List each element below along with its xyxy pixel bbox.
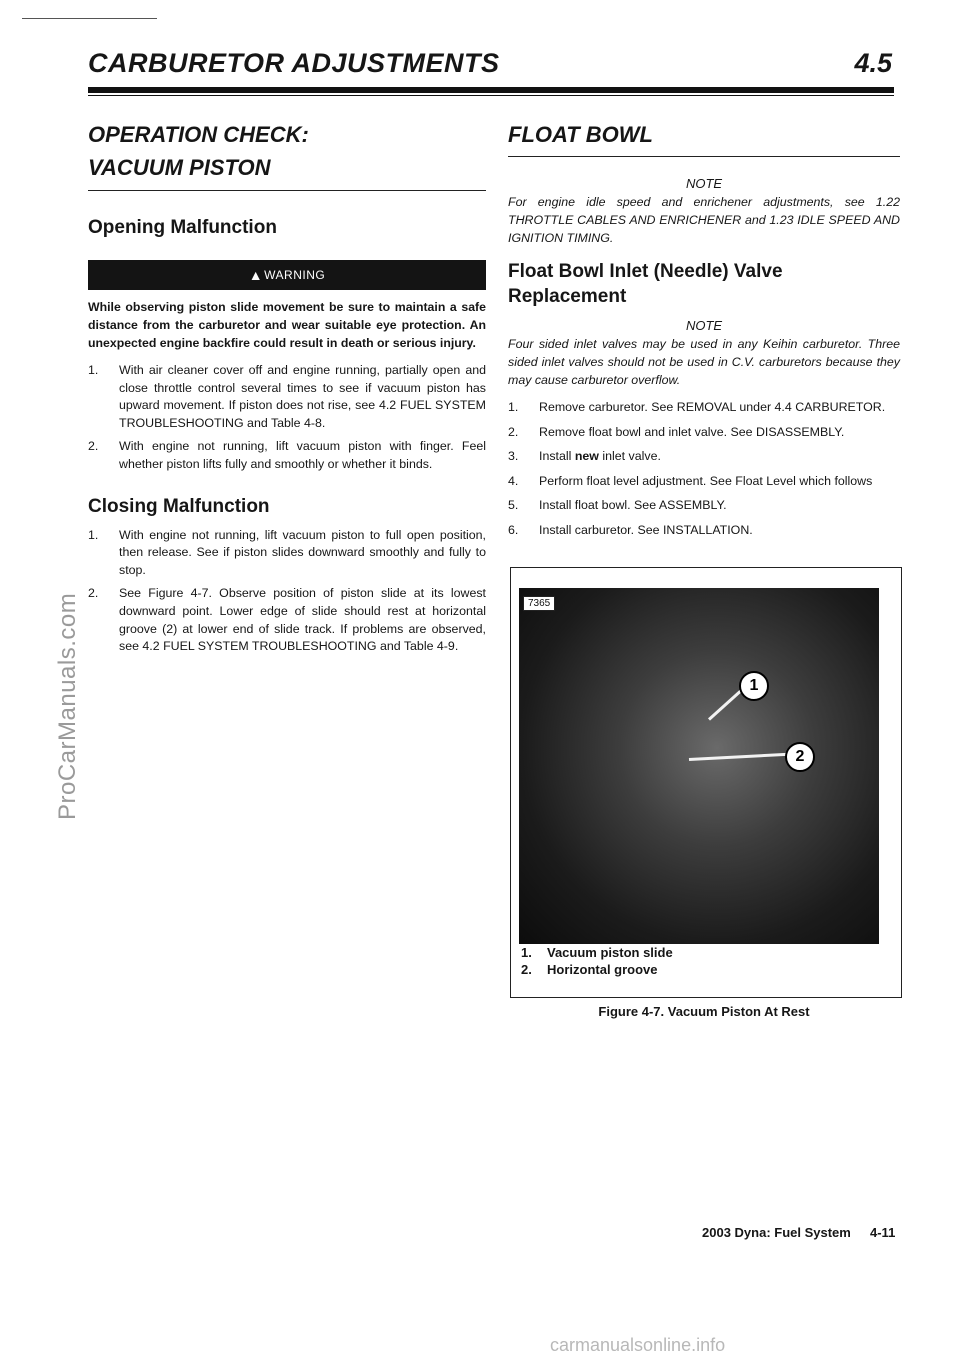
- warning-text: While observing piston slide movement be sure to maintain a safe distance from the carburetor and wear suitable eye protection. An unexpected engine backfire could result in death or serious injury.: [88, 300, 486, 350]
- figure-caption: Figure 4-7. Vacuum Piston At Rest: [598, 1004, 810, 1019]
- carburetor-photo: [519, 588, 879, 944]
- top-rule: [22, 18, 157, 19]
- right-column: [508, 118, 900, 540]
- closing-malfunction-heading: Closing Malfunction: [88, 495, 270, 517]
- left-column: [88, 118, 486, 656]
- section-title-float-bowl: FLOAT BOWL: [508, 122, 653, 147]
- section-title-line-1: OPERATION CHECK:: [88, 122, 309, 147]
- section-title-line-2: VACUUM PISTON: [88, 155, 271, 180]
- list-item: 4. Perform float level adjustment. See Float Level which follows: [508, 473, 873, 488]
- callout-2-leader: [689, 753, 789, 761]
- inlet-valve-heading: Float Bowl Inlet (Needle) Valve Replacement: [508, 261, 783, 307]
- section-rule: [88, 190, 486, 191]
- section-title-operation-check: [88, 118, 486, 184]
- list-item: 1. With engine not running, lift vacuum piston to full open position, then release. See if piston slides downward smoothly and fully to stop.: [88, 527, 486, 577]
- warning-banner: [88, 260, 486, 290]
- callout-2: 2: [785, 742, 815, 772]
- opening-malfunction-heading: Opening Malfunction: [88, 217, 277, 238]
- list-item: 2. See Figure 4-7. Observe position of piston slide at its lowest downward point. Lower edge of slide should rest at horizontal groove (2) at lower end of slide track. If problems are observed, see 4.2 FUEL SYSTEM TROUBLESHOOTING and Table 4-9.: [88, 586, 486, 654]
- warning-label: WARNING: [264, 268, 326, 282]
- header-rule-thin: [88, 95, 894, 96]
- list-item: 6. Install carburetor. See INSTALLATION.: [508, 522, 753, 537]
- opening-steps: [88, 362, 486, 474]
- note-text: Four sided inlet valves may be used in any Keihin carburetor. Three sided inlet valves should not be used in C.V. carburetors because they may cause carburetor overflow.: [508, 337, 900, 387]
- legend-item: 1. Vacuum piston slide: [521, 945, 673, 960]
- bottom-watermark: carmanualsonline.info: [550, 1335, 726, 1355]
- figure-vacuum-piston: [510, 567, 902, 998]
- note-label: NOTE: [685, 318, 723, 333]
- photo-id: 7365: [523, 596, 555, 611]
- warning-triangle-icon: ▲: [248, 267, 264, 283]
- figure-legend: [521, 944, 681, 978]
- note-label: NOTE: [685, 176, 723, 191]
- list-item: 1. With air cleaner cover off and engine running, partially open and close throttle control several times to see if vacuum piston has upward movement. If piston does not rise, see 4.2 FUEL SYSTEM TROUBLESHOOTING and Table 4-8.: [88, 363, 486, 430]
- list-item: 3. Install new inlet valve.: [508, 449, 661, 464]
- header-rule: [88, 87, 894, 93]
- footer-page-number: 4-11: [870, 1225, 896, 1240]
- callout-1: 1: [739, 671, 769, 701]
- inlet-valve-steps: [508, 399, 900, 540]
- footer-title: 2003 Dyna: Fuel System: [702, 1225, 851, 1240]
- note-text: For engine idle speed and enrichener adjustments, see 1.22 THROTTLE CABLES AND ENRICHENER and 1.23 IDLE SPEED AND IGNITION TIMING.: [508, 195, 900, 245]
- list-item: 1. Remove carburetor. See REMOVAL under 4.4 CARBURETOR.: [508, 400, 886, 414]
- list-item: 5. Install float bowl. See ASSEMBLY.: [508, 498, 727, 513]
- list-item: 2. Remove float bowl and inlet valve. See DISASSEMBLY.: [508, 424, 845, 439]
- list-item: 2. With engine not running, lift vacuum piston with finger. Feel whether piston lifts fully and smoothly or whether it binds.: [88, 439, 486, 471]
- side-watermark: ProCarManuals.com: [54, 592, 81, 820]
- section-rule: [508, 156, 900, 157]
- chapter-title: CARBURETOR ADJUSTMENTS: [88, 48, 500, 78]
- section-number: 4.5: [854, 48, 892, 78]
- legend-item: 2. Horizontal groove: [521, 962, 658, 977]
- closing-steps: [88, 527, 486, 656]
